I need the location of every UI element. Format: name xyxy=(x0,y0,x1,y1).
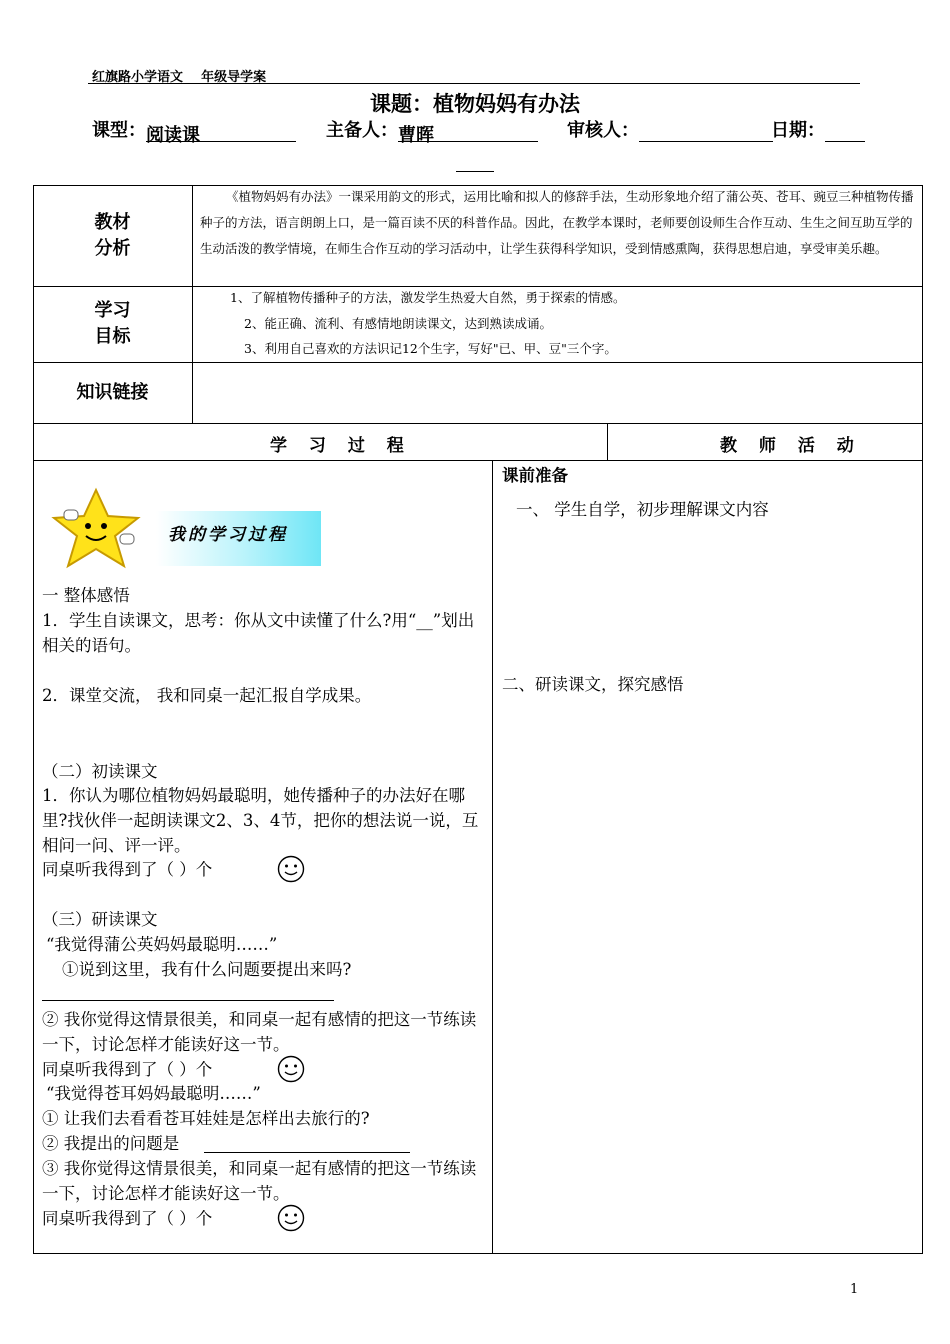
section-3-question-3: ① 让我们去看看苍耳娃娃是怎样出去旅行的? xyxy=(42,1109,370,1128)
row-divider-3 xyxy=(33,423,923,424)
preparer-field[interactable] xyxy=(398,121,538,146)
course-type xyxy=(92,116,296,146)
score-line-1: 同桌听我得到了（ ）个 xyxy=(42,860,213,879)
score-line-3: 同桌听我得到了（ ）个 xyxy=(42,1209,213,1228)
smiley-icon xyxy=(276,1204,306,1232)
answer-line-1[interactable] xyxy=(42,1000,334,1001)
goal-1: 1、了解植物传播种子的方法，激发学生热爱大自然，勇于探索的情感。 xyxy=(230,290,626,305)
label-column-divider xyxy=(192,185,193,423)
school-header: 红旗路小学语文 年级导学案 xyxy=(92,70,267,85)
reviewer-field[interactable] xyxy=(639,121,773,142)
section-3-question-2: ② 我你觉得这情景很美，和同桌一起有感情的把这一节练读一下，讨论怎样才能读好这一节。 xyxy=(42,1010,477,1054)
teacher-item-1: 一、 学生自学，初步理解课文内容 xyxy=(516,500,769,519)
smiley-icon xyxy=(276,1055,306,1083)
prep-heading: 课前准备 xyxy=(502,466,568,485)
section-3-question-5: ③ 我你觉得这情景很美，和同桌一起有感情的把这一节练读一下，讨论怎样才能读好这一节。 xyxy=(42,1159,477,1203)
section-3-question-4: ② 我提出的问题是 xyxy=(42,1134,180,1153)
section-1-question-1: 1．学生自读课文，思考：你从文中读懂了什么?用“__”划出相关的语句。 xyxy=(42,611,475,655)
date xyxy=(771,116,865,142)
reviewer-label: 审核人： xyxy=(567,120,639,141)
section-3-quote-1: “我觉得蒲公英妈妈最聪明……” xyxy=(46,935,278,954)
course-type-field[interactable] xyxy=(146,121,296,146)
score-line-2: 同桌听我得到了（ ）个 xyxy=(42,1060,213,1079)
section-3-question-1: ①说到这里，我有什么问题要提出来吗? xyxy=(62,960,352,979)
teacher-heading: 教 师 活 动 xyxy=(720,436,862,456)
knowledge-content[interactable] xyxy=(194,364,920,422)
section-1-title: 一 整体感悟 xyxy=(42,586,130,605)
section-3-quote-2: “我觉得苍耳妈妈最聪明……” xyxy=(46,1084,261,1103)
head-column-divider xyxy=(607,423,608,460)
material-label: 教材 分析 xyxy=(94,212,131,259)
reviewer xyxy=(567,116,773,142)
row-divider-4 xyxy=(33,460,923,461)
course-type-value: 阅读课 xyxy=(146,125,200,146)
goal-2: 2、能正确、流利、有感情地朗读课文，达到熟读成诵。 xyxy=(244,316,552,331)
section-1-question-2: 2．课堂交流， 我和同桌一起汇报自学成果。 xyxy=(42,686,372,705)
preparer-label: 主备人： xyxy=(326,120,398,141)
section-3-title: （三）研读课文 xyxy=(42,910,158,929)
table-right-border xyxy=(922,185,923,1253)
star-mascot-icon xyxy=(38,486,156,572)
course-type-label: 课型： xyxy=(92,120,146,141)
answer-line-2[interactable] xyxy=(204,1152,410,1153)
goal-3: 3、利用自己喜欢的方法识记12个生字，写好"已、甲、豆"三个字。 xyxy=(244,341,617,356)
section-2-title: （二）初读课文 xyxy=(42,762,158,781)
date-field[interactable] xyxy=(825,121,865,142)
page-title: 课题：植物妈妈有办法 xyxy=(370,92,580,116)
page-number: 1 xyxy=(850,1282,859,1297)
row-divider-2 xyxy=(33,362,923,363)
process-heading: 学 习 过 程 xyxy=(270,436,412,456)
banner-title: 我的学习过程 xyxy=(168,525,288,545)
preparer-value: 曹晖 xyxy=(398,125,434,146)
goals-label: 学习 目标 xyxy=(94,300,131,347)
teacher-item-2: 二、研读课文，探究感悟 xyxy=(502,675,684,694)
knowledge-label: 知识链接 xyxy=(76,382,149,403)
date-label: 日期： xyxy=(771,120,825,141)
header-rule xyxy=(88,83,860,84)
preparer xyxy=(326,116,538,146)
section-2-question-1: 1．你认为哪位植物妈妈最聪明，她传播种子的办法好在哪里?找伙伴一起朗读课文2、3、4节，把你的想法说一说，互相问一问、评一评。 xyxy=(42,786,479,855)
body-column-divider xyxy=(492,460,493,1253)
smiley-icon xyxy=(276,855,306,883)
material-text: 《植物妈妈有办法》一课采用韵文的形式，运用比喻和拟人的修辞手法，生动形象地介绍了蒲公英、苍耳、豌豆三种植物传播种子的方法，语言朗朗上口，是一篇百读不厌的科普作品。因此，在教学本课时，老师要创设师生合作互动、生生之间互助互学的生动活泼的教学情境，在师生合作互动的学习活动中，让学生获得科学知识，受到情感熏陶，获得思想启迪，享受审美乐趣。 xyxy=(200,189,914,256)
table-bottom-border xyxy=(33,1253,923,1254)
date-continuation-line xyxy=(456,171,494,172)
